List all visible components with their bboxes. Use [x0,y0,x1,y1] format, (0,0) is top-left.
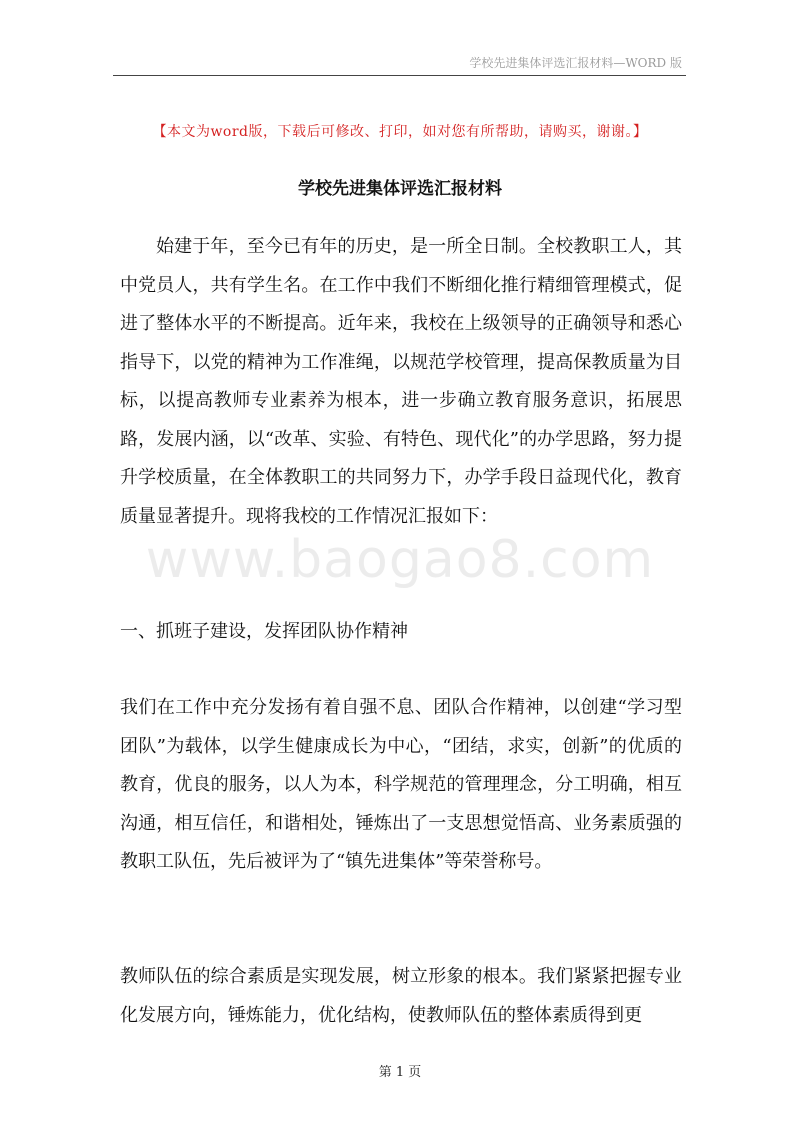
body-paragraph: 教师队伍的综合素质是实现发展，树立形象的根本。我们紧紧把握专业化发展方向，锤炼能力，优化结构，使教师队伍的整体素质得到更 [120,966,682,1026]
intro-paragraph: 始建于年，至今已有年的历史，是一所全日制。全校教职工人，其中党员人，共有学生名。在工作中我们不断细化推行精细管理模式，促进了整体水平的不断提高。近年来，我校在上级领导的正确领导和悉心指导下，以党的精神为工作准绳，以规范学校管理，提高保教质量为目标，以提高教师专业素养为根本，进一步确立教育服务意识，拓展思路，发展内涵，以“改革、实验、有特色、现代化”的办学思路，努力提升学校质量，在全体教职工的共同努力下，办学手段日益现代化，教育质量显著提升。现将我校的工作情况汇报如下： [120,236,682,527]
body-paragraph: 我们在工作中充分发扬有着自强不息、团队合作精神，以创建“学习型团队”为载体，以学生健康成长为中心，“团结，求实，创新”的优质的教育，优良的服务，以人为本，科学规范的管理理念，分工明确，相互沟通，相互信任，和谐相处，锤炼出了一支思想觉悟高、业务素质强的教职工队伍，先后被评为了“镇先进集体”等荣誉称号。 [120,697,682,872]
header-divider [113,75,686,76]
document-title: 学校先进集体评选汇报材料 [298,179,502,199]
watermark: www.baogao8.com [145,530,655,590]
running-header: 学校先进集体评选汇报材料—WORD 版 [469,56,682,70]
section-heading: 一、抓班子建设，发挥团队协作精神 [120,621,408,642]
page-number: 第 1 页 [378,1065,422,1080]
download-notice: 【本文为word版，下载后可修改、打印，如对您有所帮助，请购买，谢谢。】 [152,124,648,140]
